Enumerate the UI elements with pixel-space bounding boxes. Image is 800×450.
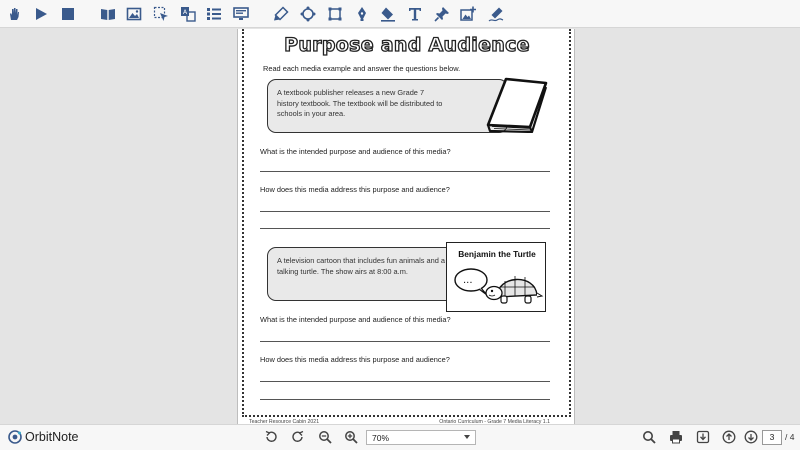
- main-toolbar: [0, 0, 800, 28]
- answer-line[interactable]: [260, 381, 550, 382]
- answer-line[interactable]: [260, 341, 550, 342]
- app-logo: [8, 430, 79, 444]
- list-icon[interactable]: [206, 6, 222, 22]
- stop-icon[interactable]: [60, 6, 76, 22]
- page-footer-left: Teacher Resource Cabin 2021: [249, 419, 320, 424]
- cartoon-title: Benjamin the Turtle: [458, 249, 536, 259]
- document-viewer[interactable]: [0, 29, 800, 424]
- next-page-icon[interactable]: [744, 430, 758, 444]
- page-total: / 4: [785, 432, 795, 442]
- signature-icon[interactable]: [488, 6, 504, 22]
- question-4: How does this media address this purpose and audience?: [260, 355, 450, 364]
- highlighter-icon[interactable]: [273, 6, 289, 22]
- speech-bubble-text: ...: [463, 275, 473, 286]
- answer-line[interactable]: [260, 399, 550, 400]
- page-number-input[interactable]: 3: [762, 430, 782, 445]
- worksheet-instructions: Read each media example and answer the questions below.: [263, 64, 461, 73]
- text-icon[interactable]: [407, 6, 423, 22]
- media-example-2-text: A television cartoon that includes fun animals and a talking turtle. The show airs at 8:00 a.m.: [277, 256, 446, 276]
- pin-icon[interactable]: [434, 6, 450, 22]
- redo-icon[interactable]: [291, 430, 305, 444]
- hand-icon[interactable]: [6, 6, 22, 22]
- search-icon[interactable]: [642, 430, 656, 444]
- chevron-down-icon: [464, 435, 470, 439]
- media-example-2: [267, 247, 467, 301]
- question-3: What is the intended purpose and audience of this media?: [260, 315, 451, 324]
- orbitnote-logo-icon: [8, 430, 22, 444]
- answer-line[interactable]: [260, 171, 550, 172]
- app-logo-text: OrbitNote: [25, 430, 79, 444]
- zoom-in-icon[interactable]: [344, 430, 358, 444]
- image-icon[interactable]: [126, 6, 142, 22]
- translate-icon[interactable]: [180, 6, 196, 22]
- eraser-shape-icon[interactable]: [300, 6, 316, 22]
- download-icon[interactable]: [696, 430, 710, 444]
- answer-line[interactable]: [260, 211, 550, 212]
- question-2: How does this media address this purpose and audience?: [260, 185, 450, 194]
- cartoon-illustration: [446, 242, 546, 312]
- book-illustration-icon: [484, 75, 550, 133]
- question-1: What is the intended purpose and audience of this media?: [260, 147, 451, 156]
- crop-icon[interactable]: [327, 6, 343, 22]
- answer-line[interactable]: [260, 228, 550, 229]
- book-icon[interactable]: [100, 6, 116, 22]
- add-image-icon[interactable]: [460, 6, 476, 22]
- bottom-toolbar: [0, 424, 800, 450]
- screen-icon[interactable]: [233, 6, 249, 22]
- worksheet-page: [237, 29, 575, 424]
- fill-icon[interactable]: [380, 6, 396, 22]
- page-footer-right: Ontario Curriculum - Grade 7 Media Literacy 1.1: [439, 419, 550, 424]
- zoom-out-icon[interactable]: [318, 430, 332, 444]
- previous-page-icon[interactable]: [722, 430, 736, 444]
- media-example-1-text: A textbook publisher releases a new Grade 7 history textbook. The textbook will be distributed to schools in your area.: [277, 88, 443, 118]
- zoom-select[interactable]: [366, 430, 476, 445]
- turtle-icon: [449, 259, 545, 311]
- select-icon[interactable]: [153, 6, 169, 22]
- play-icon[interactable]: [33, 6, 49, 22]
- pen-icon[interactable]: [354, 6, 370, 22]
- zoom-value: 70%: [372, 433, 390, 443]
- worksheet-title: Purpose and Audience: [284, 34, 530, 56]
- media-example-1: [267, 79, 508, 133]
- undo-icon[interactable]: [264, 430, 278, 444]
- print-icon[interactable]: [669, 430, 683, 444]
- svg-text:A: A: [183, 9, 188, 16]
